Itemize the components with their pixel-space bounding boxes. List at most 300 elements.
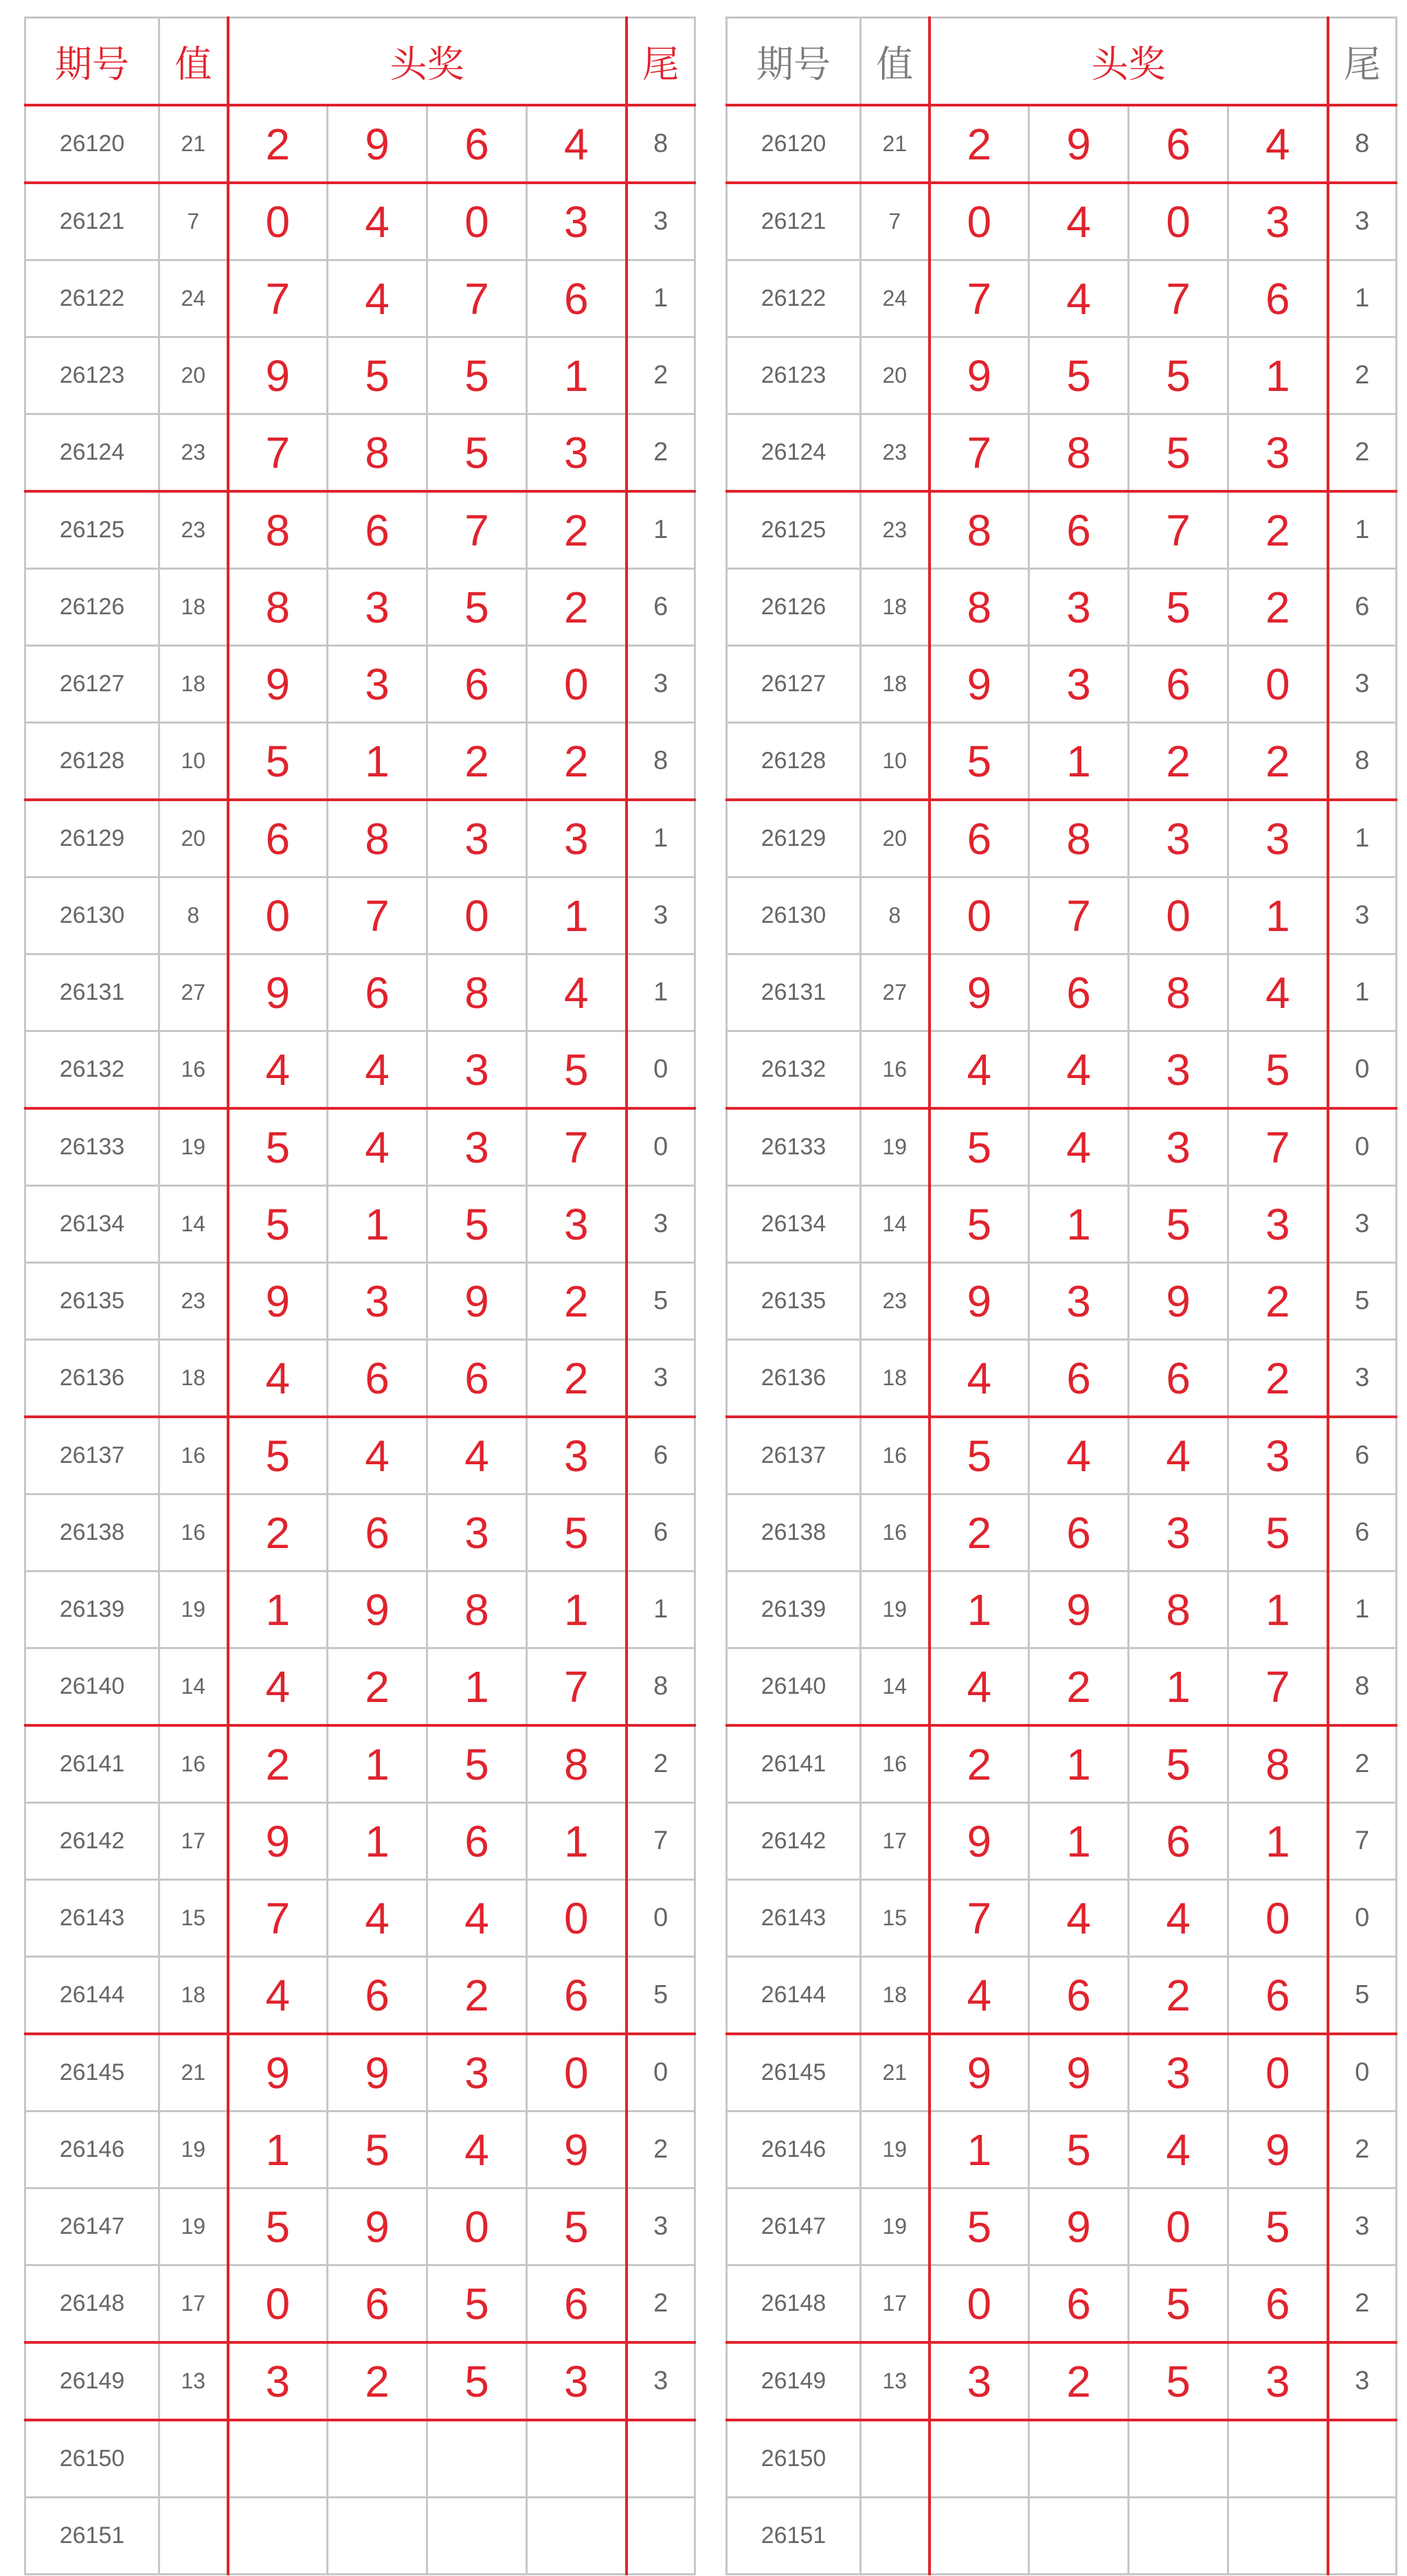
- prize-digit-cell: 0: [1228, 646, 1328, 723]
- prize-digit-cell: 0: [527, 1880, 627, 1957]
- prize-digit-cell: [228, 2498, 328, 2575]
- value-cell: 15: [159, 1880, 228, 1957]
- prize-digit-cell: 9: [328, 105, 427, 183]
- value-cell: 23: [159, 1263, 228, 1340]
- table-row: [727, 1725, 1397, 1803]
- value-cell: 19: [861, 2188, 930, 2265]
- prize-digit-cell: 3: [1228, 1186, 1328, 1263]
- prize-digit-cell: 9: [930, 646, 1029, 723]
- prize-digit-cell: 4: [228, 1340, 328, 1418]
- prize-digit-cell: 7: [1129, 491, 1228, 569]
- issue-cell: 26131: [25, 954, 159, 1031]
- prize-digit-cell: 4: [527, 105, 627, 183]
- prize-digit-cell: 9: [1029, 105, 1129, 183]
- prize-digit-cell: 2: [1129, 1957, 1228, 2035]
- value-cell: 19: [861, 1571, 930, 1648]
- table-row: [727, 1186, 1397, 1263]
- prize-digit-cell: 6: [1129, 646, 1228, 723]
- tail-cell: 6: [627, 1417, 695, 1494]
- prize-digit-cell: 7: [930, 1880, 1029, 1957]
- issue-cell: 26134: [727, 1186, 861, 1263]
- table-row: [25, 1494, 695, 1571]
- value-cell: 18: [861, 646, 930, 723]
- prize-digit-cell: 6: [228, 800, 328, 877]
- table-row: [25, 1725, 695, 1803]
- prize-digit-cell: 6: [1029, 1494, 1129, 1571]
- value-cell: 19: [861, 2112, 930, 2188]
- issue-cell: 26128: [727, 723, 861, 800]
- table-row: [727, 1880, 1397, 1957]
- prize-digit-cell: 8: [930, 569, 1029, 646]
- value-cell: 19: [159, 2188, 228, 2265]
- prize-digit-cell: 2: [427, 723, 527, 800]
- issue-cell: 26147: [727, 2188, 861, 2265]
- issue-cell: 26137: [25, 1417, 159, 1494]
- value-cell: 20: [159, 800, 228, 877]
- prize-digit-cell: 4: [328, 1031, 427, 1109]
- prize-digit-cell: [930, 2498, 1029, 2575]
- table-row: [727, 1340, 1397, 1418]
- prize-digit-cell: [328, 2420, 427, 2498]
- prize-digit-cell: 1: [1228, 337, 1328, 414]
- value-cell: 24: [861, 260, 930, 337]
- prize-digit-cell: 7: [427, 491, 527, 569]
- prize-digit-cell: 4: [228, 1031, 328, 1109]
- prize-digit-cell: 4: [228, 1648, 328, 1726]
- value-cell: 8: [861, 877, 930, 954]
- prize-digit-cell: 2: [1029, 2342, 1129, 2420]
- prize-digit-cell: 1: [328, 1186, 427, 1263]
- value-cell: 20: [861, 800, 930, 877]
- tail-cell: 6: [627, 569, 695, 646]
- table-row: [25, 569, 695, 646]
- prize-digit-cell: [930, 2420, 1029, 2498]
- prize-digit-cell: 4: [1228, 954, 1328, 1031]
- prize-digit-cell: 1: [228, 1571, 328, 1648]
- prize-digit-cell: 9: [527, 2112, 627, 2188]
- tail-cell: 2: [1328, 2112, 1397, 2188]
- prize-digit-cell: 1: [328, 723, 427, 800]
- table-row: [727, 2498, 1397, 2575]
- prize-digit-cell: 3: [427, 1031, 527, 1109]
- prize-digit-cell: [1129, 2420, 1228, 2498]
- prize-digit-cell: 4: [1029, 260, 1129, 337]
- prize-digit-cell: 0: [228, 2265, 328, 2343]
- table-row: [25, 105, 695, 183]
- prize-digit-cell: 4: [1129, 1417, 1228, 1494]
- prize-digit-cell: 9: [328, 2188, 427, 2265]
- issue-cell: 26121: [25, 183, 159, 260]
- prize-digit-cell: 3: [527, 2342, 627, 2420]
- issue-cell: 26151: [25, 2498, 159, 2575]
- prize-digit-cell: 3: [1228, 2342, 1328, 2420]
- tail-cell: [1328, 2498, 1397, 2575]
- prize-digit-cell: 5: [527, 2188, 627, 2265]
- table-row: [727, 2112, 1397, 2188]
- table-row: [25, 1186, 695, 1263]
- tail-cell: 1: [627, 260, 695, 337]
- prize-digit-cell: [527, 2420, 627, 2498]
- tail-cell: 0: [627, 1880, 695, 1957]
- prize-digit-cell: 2: [328, 1648, 427, 1726]
- issue-cell: 26148: [727, 2265, 861, 2343]
- issue-cell: 26123: [25, 337, 159, 414]
- prize-digit-cell: 5: [1228, 2188, 1328, 2265]
- prize-digit-cell: 5: [1129, 414, 1228, 492]
- prize-digit-cell: 6: [1228, 2265, 1328, 2343]
- prize-digit-cell: 9: [930, 337, 1029, 414]
- prize-digit-cell: 5: [228, 723, 328, 800]
- issue-cell: 26136: [727, 1340, 861, 1418]
- value-cell: 16: [159, 1494, 228, 1571]
- prize-digit-cell: 7: [228, 260, 328, 337]
- issue-cell: 26150: [25, 2420, 159, 2498]
- tail-cell: 3: [1328, 2188, 1397, 2265]
- prize-digit-cell: 5: [930, 2188, 1029, 2265]
- prize-digit-cell: 3: [427, 800, 527, 877]
- value-cell: 15: [861, 1880, 930, 1957]
- prize-digit-cell: 6: [1029, 954, 1129, 1031]
- prize-digit-cell: 5: [1129, 337, 1228, 414]
- prize-digit-cell: 6: [1029, 1340, 1129, 1418]
- prize-digit-cell: 5: [427, 1186, 527, 1263]
- issue-cell: 26149: [25, 2342, 159, 2420]
- prize-digit-cell: 1: [228, 2112, 328, 2188]
- prize-digit-cell: 2: [1029, 1648, 1129, 1726]
- value-cell: 18: [861, 1340, 930, 1418]
- value-cell: 20: [159, 337, 228, 414]
- tail-cell: 2: [1328, 337, 1397, 414]
- prize-digit-cell: 5: [228, 1417, 328, 1494]
- prize-digit-cell: 2: [1228, 1263, 1328, 1340]
- prize-digit-cell: 9: [1029, 1571, 1129, 1648]
- prize-digit-cell: 4: [328, 1417, 427, 1494]
- prize-digit-cell: 8: [427, 954, 527, 1031]
- prize-digit-cell: 0: [930, 877, 1029, 954]
- value-cell: 23: [861, 491, 930, 569]
- value-cell: 14: [861, 1648, 930, 1726]
- prize-digit-cell: 6: [1129, 1803, 1228, 1880]
- prize-digit-cell: 7: [930, 260, 1029, 337]
- tail-cell: 0: [627, 1031, 695, 1109]
- table-row: [727, 337, 1397, 414]
- prize-digit-cell: [427, 2420, 527, 2498]
- prize-digit-cell: 6: [328, 1957, 427, 2035]
- table-row: [25, 1340, 695, 1418]
- issue-cell: 26120: [25, 105, 159, 183]
- tail-cell: 8: [1328, 105, 1397, 183]
- value-cell: 14: [159, 1648, 228, 1726]
- prize-digit-cell: 6: [328, 2265, 427, 2343]
- prize-digit-cell: 6: [328, 1340, 427, 1418]
- prize-digit-cell: 4: [328, 260, 427, 337]
- value-cell: 14: [861, 1186, 930, 1263]
- prize-digit-cell: 6: [527, 260, 627, 337]
- prize-digit-cell: 8: [930, 491, 1029, 569]
- value-cell: 10: [861, 723, 930, 800]
- prize-digit-cell: 8: [228, 491, 328, 569]
- value-cell: 17: [159, 2265, 228, 2343]
- prize-digit-cell: 8: [527, 1725, 627, 1803]
- prize-digit-cell: 5: [427, 1725, 527, 1803]
- prize-digit-cell: 3: [1129, 2034, 1228, 2112]
- issue-cell: 26129: [25, 800, 159, 877]
- prize-digit-cell: 4: [527, 954, 627, 1031]
- prize-digit-cell: 3: [1029, 646, 1129, 723]
- tail-cell: 0: [627, 1108, 695, 1186]
- value-cell: 23: [861, 414, 930, 492]
- prize-digit-cell: [427, 2498, 527, 2575]
- issue-cell: 26140: [727, 1648, 861, 1726]
- prize-digit-cell: 7: [1228, 1108, 1328, 1186]
- issue-cell: 26128: [25, 723, 159, 800]
- prize-digit-cell: 3: [527, 800, 627, 877]
- prize-digit-cell: 2: [527, 1263, 627, 1340]
- tail-cell: 3: [1328, 646, 1397, 723]
- prize-digit-cell: 9: [228, 646, 328, 723]
- prize-digit-cell: 5: [427, 414, 527, 492]
- prize-digit-cell: 3: [328, 646, 427, 723]
- prize-digit-cell: 2: [228, 1725, 328, 1803]
- prize-digit-cell: 5: [427, 337, 527, 414]
- tail-cell: 3: [627, 877, 695, 954]
- value-cell: 18: [159, 1957, 228, 2035]
- prize-digit-cell: 8: [328, 800, 427, 877]
- tail-cell: 8: [1328, 723, 1397, 800]
- header-tail: 尾: [627, 18, 695, 106]
- prize-digit-cell: 3: [527, 414, 627, 492]
- prize-digit-cell: 7: [527, 1108, 627, 1186]
- tail-cell: 0: [1328, 1880, 1397, 1957]
- value-cell: 19: [159, 1108, 228, 1186]
- prize-digit-cell: 5: [930, 723, 1029, 800]
- prize-digit-cell: 2: [527, 569, 627, 646]
- prize-digit-cell: 0: [1228, 1880, 1328, 1957]
- tail-cell: 8: [627, 723, 695, 800]
- prize-digit-cell: 5: [930, 1186, 1029, 1263]
- prize-digit-cell: 2: [527, 723, 627, 800]
- prize-digit-cell: 2: [1228, 569, 1328, 646]
- table-row: [727, 646, 1397, 723]
- header-issue: 期号: [25, 18, 159, 106]
- prize-digit-cell: 4: [930, 1340, 1029, 1418]
- tail-cell: 1: [1328, 491, 1397, 569]
- value-cell: 19: [159, 2112, 228, 2188]
- prize-digit-cell: 2: [228, 105, 328, 183]
- prize-digit-cell: 3: [1029, 569, 1129, 646]
- tail-cell: 2: [627, 414, 695, 492]
- table-row: [25, 183, 695, 260]
- table-row: [25, 2420, 695, 2498]
- prize-digit-cell: 3: [427, 2034, 527, 2112]
- tail-cell: 1: [627, 800, 695, 877]
- table-row: [727, 1648, 1397, 1726]
- prize-digit-cell: 7: [1029, 877, 1129, 954]
- prize-digit-cell: 4: [1029, 1108, 1129, 1186]
- prize-digit-cell: 6: [1228, 1957, 1328, 2035]
- prize-digit-cell: 6: [930, 800, 1029, 877]
- prize-digit-cell: 4: [1228, 105, 1328, 183]
- tail-cell: 5: [1328, 1957, 1397, 2035]
- prize-digit-cell: 1: [328, 1725, 427, 1803]
- header-row: [25, 18, 695, 106]
- prize-digit-cell: 3: [328, 569, 427, 646]
- header-value: 值: [159, 18, 228, 106]
- prize-digit-cell: 1: [1029, 1186, 1129, 1263]
- value-cell: 16: [861, 1494, 930, 1571]
- tail-cell: 1: [1328, 954, 1397, 1031]
- prize-digit-cell: 3: [1228, 1417, 1328, 1494]
- value-cell: 19: [861, 1108, 930, 1186]
- table-row: [25, 2034, 695, 2112]
- header-issue: 期号: [727, 18, 861, 106]
- prize-digit-cell: 0: [930, 183, 1029, 260]
- issue-cell: 26132: [25, 1031, 159, 1109]
- prize-digit-cell: 2: [1228, 723, 1328, 800]
- issue-cell: 26133: [727, 1108, 861, 1186]
- value-cell: 27: [861, 954, 930, 1031]
- value-cell: 14: [159, 1186, 228, 1263]
- value-cell: 21: [861, 2034, 930, 2112]
- prize-digit-cell: 1: [1029, 1803, 1129, 1880]
- value-cell: 23: [159, 414, 228, 492]
- prize-digit-cell: 1: [328, 1803, 427, 1880]
- table-row: [25, 2112, 695, 2188]
- value-cell: 21: [159, 105, 228, 183]
- value-cell: 16: [159, 1725, 228, 1803]
- table-row: [727, 2188, 1397, 2265]
- value-cell: 10: [159, 723, 228, 800]
- header-prize: 头奖: [228, 18, 627, 106]
- prize-digit-cell: 9: [1228, 2112, 1328, 2188]
- prize-digit-cell: 6: [1029, 491, 1129, 569]
- tail-cell: 0: [1328, 1031, 1397, 1109]
- prize-digit-cell: 1: [527, 337, 627, 414]
- prize-digit-cell: 2: [328, 2342, 427, 2420]
- tail-cell: 1: [1328, 260, 1397, 337]
- prize-digit-cell: 6: [427, 646, 527, 723]
- issue-cell: 26138: [25, 1494, 159, 1571]
- tail-cell: 3: [1328, 1186, 1397, 1263]
- prize-digit-cell: [527, 2498, 627, 2575]
- tail-cell: 3: [627, 183, 695, 260]
- issue-cell: 26139: [727, 1571, 861, 1648]
- table-row: [727, 2265, 1397, 2343]
- prize-digit-cell: 3: [1129, 1494, 1228, 1571]
- prize-digit-cell: 6: [1129, 1340, 1228, 1418]
- table-row: [25, 723, 695, 800]
- table-row: [25, 877, 695, 954]
- prize-digit-cell: [1029, 2498, 1129, 2575]
- value-cell: 7: [159, 183, 228, 260]
- value-cell: 27: [159, 954, 228, 1031]
- prize-digit-cell: 7: [427, 260, 527, 337]
- value-cell: [861, 2498, 930, 2575]
- prize-digit-cell: 0: [527, 2034, 627, 2112]
- table-row: [727, 954, 1397, 1031]
- value-cell: 13: [159, 2342, 228, 2420]
- tail-cell: 8: [1328, 1648, 1397, 1726]
- tail-cell: 3: [1328, 2342, 1397, 2420]
- prize-digit-cell: 2: [930, 1725, 1029, 1803]
- prize-digit-cell: 3: [930, 2342, 1029, 2420]
- prize-digit-cell: 8: [1129, 1571, 1228, 1648]
- prize-digit-cell: 5: [328, 2112, 427, 2188]
- issue-cell: 26138: [727, 1494, 861, 1571]
- prize-digit-cell: 3: [427, 1108, 527, 1186]
- table-row: [727, 2034, 1397, 2112]
- prize-digit-cell: 1: [1129, 1648, 1228, 1726]
- value-cell: 17: [861, 2265, 930, 2343]
- tail-cell: 2: [1328, 414, 1397, 492]
- tail-cell: 8: [627, 105, 695, 183]
- tail-cell: 3: [1328, 183, 1397, 260]
- issue-cell: 26127: [25, 646, 159, 723]
- table-row: [25, 1031, 695, 1109]
- tail-cell: 1: [627, 1571, 695, 1648]
- value-cell: 21: [861, 105, 930, 183]
- prize-digit-cell: 0: [427, 183, 527, 260]
- header-value: 值: [861, 18, 930, 106]
- prize-digit-cell: 4: [1129, 1880, 1228, 1957]
- issue-cell: 26127: [727, 646, 861, 723]
- prize-digit-cell: 1: [1228, 877, 1328, 954]
- prize-digit-cell: 9: [1029, 2034, 1129, 2112]
- value-cell: 16: [861, 1417, 930, 1494]
- issue-cell: 26145: [727, 2034, 861, 2112]
- tail-cell: 5: [627, 1957, 695, 2035]
- prize-digit-cell: 6: [328, 491, 427, 569]
- prize-digit-cell: 9: [930, 1263, 1029, 1340]
- table-row: [727, 2420, 1397, 2498]
- tail-cell: 2: [627, 337, 695, 414]
- issue-cell: 26149: [727, 2342, 861, 2420]
- table-row: [727, 569, 1397, 646]
- prize-digit-cell: 0: [427, 877, 527, 954]
- prize-digit-cell: 3: [427, 1494, 527, 1571]
- prize-digit-cell: 5: [1129, 569, 1228, 646]
- prize-digit-cell: 0: [427, 2188, 527, 2265]
- tail-cell: [627, 2498, 695, 2575]
- prize-digit-cell: 3: [1029, 1263, 1129, 1340]
- table-row: [727, 1417, 1397, 1494]
- lottery-table-left: [24, 16, 696, 2575]
- issue-cell: 26140: [25, 1648, 159, 1726]
- prize-digit-cell: 5: [228, 1186, 328, 1263]
- tail-cell: 1: [1328, 1571, 1397, 1648]
- table-row: [25, 954, 695, 1031]
- value-cell: 8: [159, 877, 228, 954]
- issue-cell: 26125: [727, 491, 861, 569]
- issue-cell: 26143: [25, 1880, 159, 1957]
- table-row: [727, 2342, 1397, 2420]
- issue-cell: 26142: [25, 1803, 159, 1880]
- table-row: [727, 491, 1397, 569]
- value-cell: [159, 2498, 228, 2575]
- prize-digit-cell: 0: [930, 2265, 1029, 2343]
- tail-cell: 5: [627, 1263, 695, 1340]
- prize-digit-cell: 8: [228, 569, 328, 646]
- tail-cell: 3: [627, 2188, 695, 2265]
- issue-cell: 26148: [25, 2265, 159, 2343]
- issue-cell: 26151: [727, 2498, 861, 2575]
- table-row: [727, 877, 1397, 954]
- prize-digit-cell: 7: [1129, 260, 1228, 337]
- header-tail: 尾: [1328, 18, 1397, 106]
- issue-cell: 26136: [25, 1340, 159, 1418]
- tail-cell: 3: [627, 2342, 695, 2420]
- prize-digit-cell: 5: [328, 337, 427, 414]
